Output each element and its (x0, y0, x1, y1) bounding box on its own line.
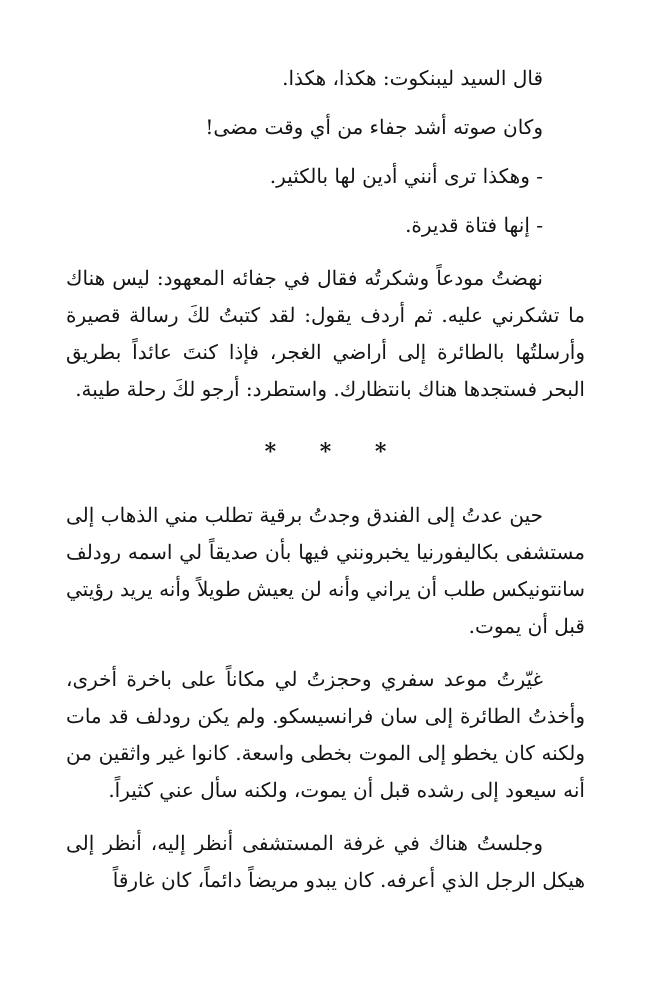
paragraph-changed-travel: غيّرتُ موعد سفري وحجزتُ لي مكاناً على باخرة أخرى، وأخذتُ الطائرة إلى سان فرانسيسكو. ولم يكن رودلف قد مات ولكنه كان يخطو إلى الموت بخطى واسعة. كانوا غير واثقين من أنه سيعود إلى رشده قبل أن يموت، ولكنه سأل عني كثيراً. (66, 667, 585, 802)
paragraph-dialogue-capable: - إنها فتاة قديرة. (405, 213, 543, 237)
paragraph-telegram: حين عدتُ إلى الفندق وجدتُ برقية تطلب مني الذهاب إلى مستشفى بكاليفورنيا يخبرونني فيها بأن صديقاً لي اسمه رودلف سانتونيكس طلب أن يراني وأنه لن يعيش طويلاً وأنه يريد رؤيتي قبل أن يموت. (66, 503, 585, 638)
book-page (66, 60, 585, 899)
paragraph-his-voice: وكان صوته أشد جفاء من أي وقت مضى! (205, 115, 543, 139)
section-separator: * * * (264, 439, 405, 465)
paragraph-hospital-room: وجلستُ هناك في غرفة المستشفى أنظر إليه، أنظر إلى هيكل الرجل الذي أعرفه. كان يبدو مريضاً دائماً، كان غارقاً (66, 831, 585, 892)
paragraph-farewell: نهضتُ مودعاً وشكرتُه فقال في جفائه المعهود: ليس هناك ما تشكرني عليه. ثم أردف يقول: لقد كتبتُ لكَ رسالة قصيرة وأرسلتُها بالطائرة إلى أراضي الغجر، فإذا كنتَ عائداً بطريق البحر فستجدها هناك بانتظارك. واستطرد: أرجو لكَ رحلة طيبة. (66, 266, 585, 401)
paragraph-lippincott-said: قال السيد ليبنكوت: هكذا، هكذا. (282, 66, 543, 90)
paragraph-dialogue-owe: - وهكذا ترى أنني أدين لها بالكثير. (269, 164, 543, 188)
